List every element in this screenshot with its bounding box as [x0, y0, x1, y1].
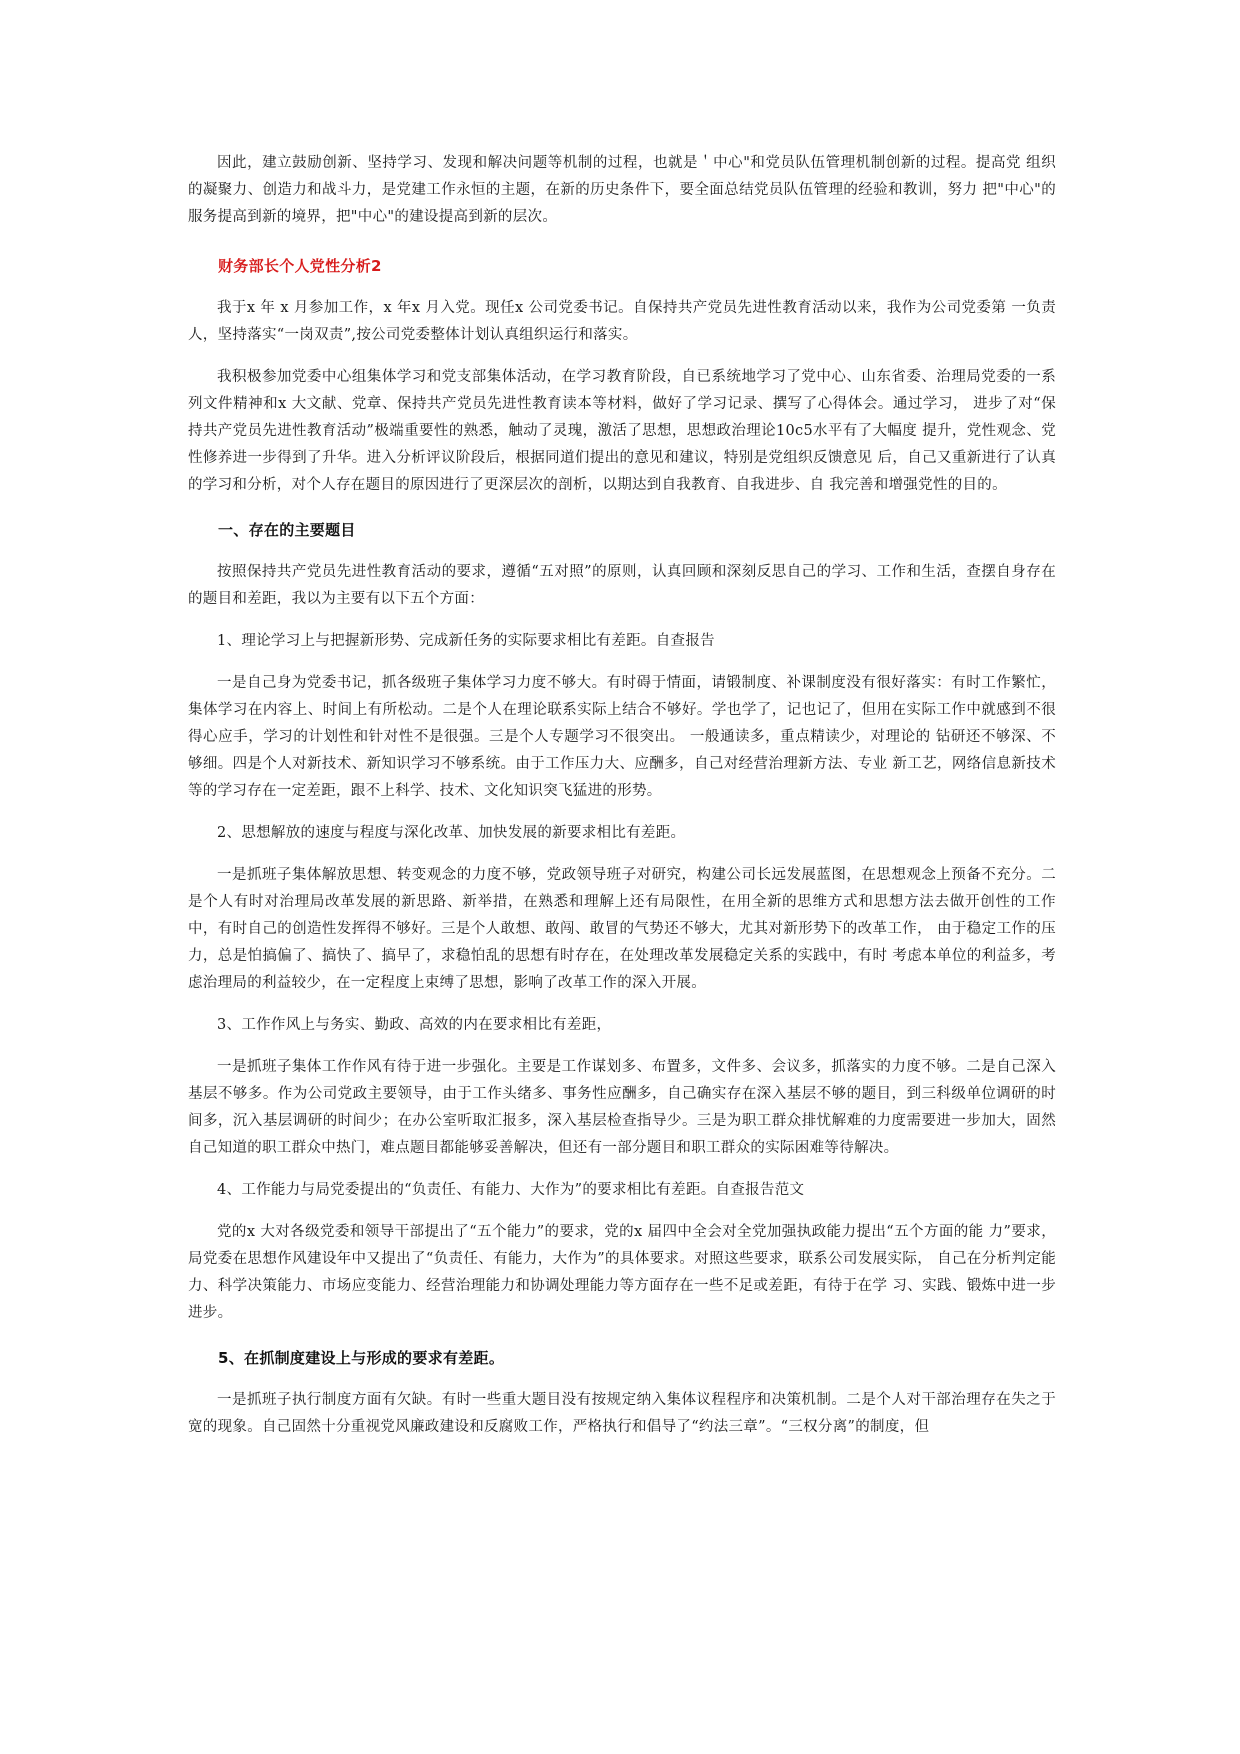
section-heading-1: 一、存在的主要题目	[218, 521, 356, 539]
section-heading-5: 5、在抓制度建设上与形成的要求有差距。	[218, 1349, 505, 1367]
paragraph-4: 一是自己身为党委书记，抓各级班子集体学习力度不够大。有时碍于情面，请锻制度、补课制度没有很好落实：有时工作繁忙，集体学习在内容上、时间上有所松动。二是个人在理论联系实际上结合不够好。学也学了，记也记了，但用在实际工作中就感到不很得心应手，学习的计划性和针对性不是很强。三是个人专题学习不很突出。 一般通读多，重点精读少，对理论的 钻研还不够深、不够细。四是个人对新技术、新知识学习不够系统。由于工作压力大、应酬多，自己对经营治理新方法、专业 新工艺，网络信息新技术等的学习存在一定差距，跟不上科学、技术、文化知识突飞猛进的形势。	[188, 675, 1056, 799]
subheading-3: 3、工作作风上与务实、勤政、高效的内在要求相比有差距，	[217, 1017, 612, 1033]
document-body	[188, 150, 1056, 1441]
paragraph-5: 一是抓班子集体解放思想、转变观念的力度不够，党政领导班子对研究，构建公司长远发展蓝图，在思想观念上预备不充分。二是个人有时对治理局改革发展的新思路、新举措，在熟悉和理解上还有局限性，在用全新的思维方式和思想方法去做开创性的工作中，有时自己的创造性发挥得不够好。三是个人敢想、敢闯、敢冒的气势还不够大，尤其对新形势下的改革工作， 由于稳定工作的压力，总是怕搞偏了、搞快了、搞早了，求稳怕乱的思想有时存在，在处理改革发展稳定关系的实践中，有时 考虑本单位的利益多，考虑治理局的利益较少，在一定程度上束缚了思想，影响了改革工作的深入开展。	[188, 867, 1056, 991]
paragraph-7: 党的x 大对各级党委和领导干部提出了“五个能力”的要求，党的x 届四中全会对全党加强执政能力提出“五个方面的能 力”要求，局党委在思想作风建设年中又提出了“负责任、有能力，大作为”的具体要求。对照这些要求，联系公司发展实际， 自己在分析判定能力、科学决策能力、市场应变能力、经营治理能力和协调处理能力等方面存在一些不足或差距，有待于在学 习、实践、锻炼中进一步进步。	[188, 1224, 1056, 1321]
paragraph-6: 一是抓班子集体工作作风有待于进一步强化。主要是工作谋划多、布置多，文件多、会议多，抓落实的力度不够。二是自己深入基层不够多。作为公司党政主要领导，由于工作头绪多、事务性应酬多，自己确实存在深入基层不够的题目，到三科级单位调研的时间多，沉入基层调研的时间少；在办公室听取汇报多，深入基层检查指导少。三是为职工群众排忧解难的力度需要进一步加大，固然自己知道的职工群众中热门，难点题目都能够妥善解决，但还有一部分题目和职工群众的实际困难等待解决。	[188, 1059, 1056, 1156]
subheading-2: 2、思想解放的速度与程度与深化改革、加快发展的新要求相比有差距。	[217, 825, 686, 841]
subheading-4: 4、工作能力与局党委提出的“负责任、有能力、大作为”的要求相比有差距。自查报告范文	[217, 1182, 805, 1198]
paragraph-8: 一是抓班子执行制度方面有欠缺。有时一些重大题目没有按规定纳入集体议程程序和决策机制。二是个人对干部治理存在失之于宽的现象。自己固然十分重视党风廉政建设和反腐败工作，严格执行和倡导了“约法三章”。“三权分离”的制度，但	[188, 1392, 1056, 1435]
document-title: 财务部长个人党性分析2	[218, 257, 382, 275]
subheading-1: 1、理论学习上与把握新形势、完成新任务的实际要求相比有差距。自查报告	[217, 633, 715, 649]
paragraph-2: 我积极参加党委中心组集体学习和党支部集体活动，在学习教育阶段，自已系统地学习了党中心、山东省委、治理局党委的一系列文件精神和x 大文献、党章、保持共产党员先进性教育读本等材料，做好了学习记录、撰写了心得体会。通过学习， 进步了对“保持共产党员先进性教育活动”极端重要性的熟悉，触动了灵瑰，激活了思想，思想政治理论10c5水平有了大幅度 提升，党性观念、党性修养进一步得到了升华。进入分析评议阶段后，根据同道们提出的意见和建议，特别是党组织反馈意见 后，自己又重新进行了认真的学习和分析，对个人存在题目的原因进行了更深层次的剖析，以期达到自我教育、自我进步、自 我完善和增强党性的目的。	[188, 369, 1056, 493]
intro-paragraph: 因此，建立鼓励创新、坚持学习、发现和解决问题等机制的过程，也就是＇中心"和党员队伍管理机制创新的过程。提高党 组织的凝聚力、创造力和战斗力，是党建工作永恒的主题，在新的历史条件下，要全面总结党员队伍管理的经验和教训，努力 把"中心"的服务提高到新的境界，把"中心"的建设提高到新的层次。	[188, 155, 1056, 225]
paragraph-1: 我于x 年 x 月参加工作，x 年x 月入党。现任x 公司党委书记。自保持共产党员先进性教育活动以来，我作为公司党委第 一负责人，坚持落实“一岗双责”,按公司党委整体计划认真组织运行和落实。	[188, 300, 1056, 343]
paragraph-3: 按照保持共产党员先进性教育活动的要求，遵循“五对照”的原则，认真回顾和深刻反思自己的学习、工作和生活，查摆自身存在的题目和差距，我以为主要有以下五个方面：	[188, 564, 1056, 607]
